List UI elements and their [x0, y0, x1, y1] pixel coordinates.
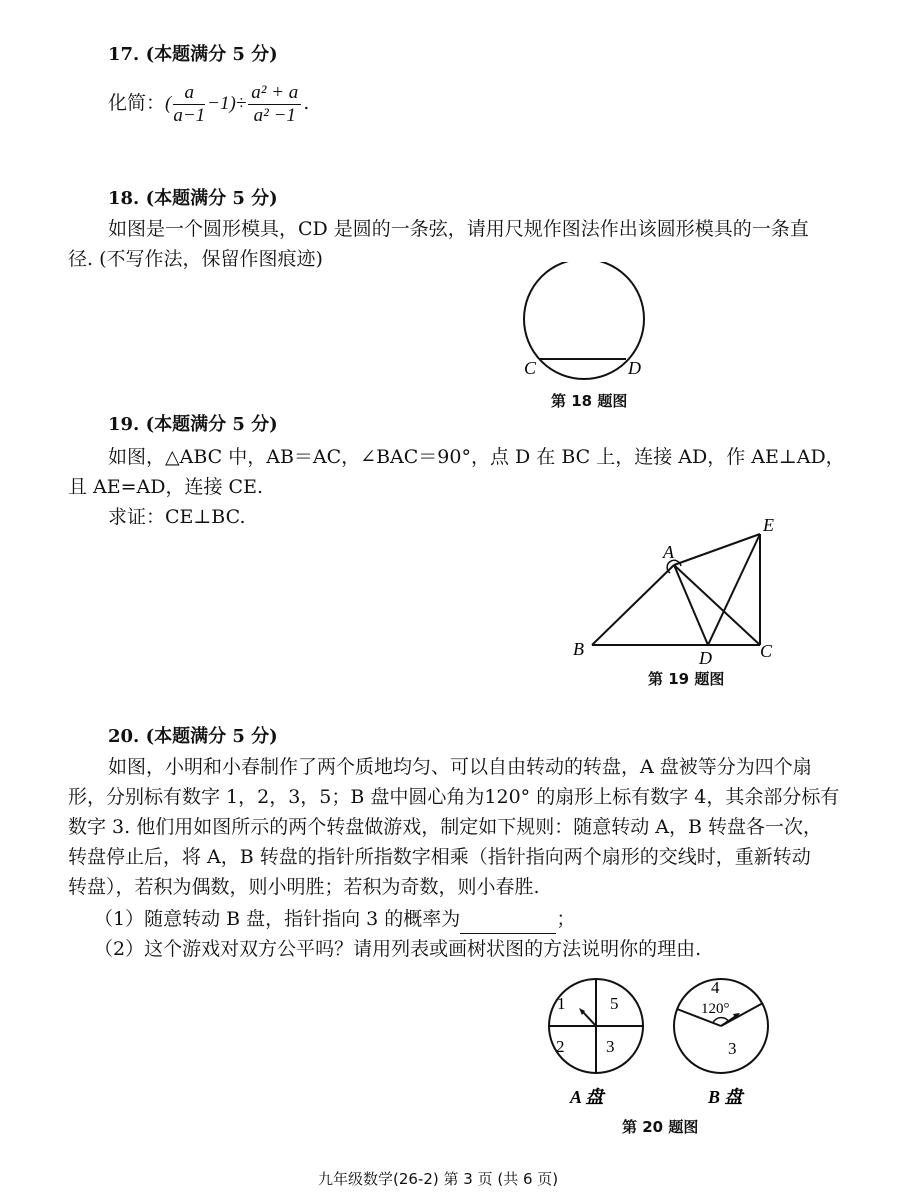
- q18-label-c: C: [524, 358, 537, 378]
- spinner-b-number-3: 3: [728, 1039, 737, 1058]
- q17-frac1-denominator: a−1: [173, 104, 206, 126]
- q20-caption: 第 20 题图: [622, 1118, 699, 1136]
- q17-header: 17. (本题满分 5 分): [108, 44, 278, 65]
- spinner-a-label: A 盘: [570, 1087, 604, 1107]
- q20-spinner-a: [522, 968, 662, 1108]
- q19-label-b: B: [573, 639, 584, 659]
- q17-frac1-numerator: a: [173, 82, 205, 105]
- page-footer: 九年级数学(26-2) 第 3 页 (共 6 页): [318, 1170, 559, 1188]
- spinner-a-pointer: [583, 1012, 596, 1026]
- q19-line1: 如图，△ABC 中，AB＝AC，∠BAC＝90°，点 D 在 BC 上，连接 AD，作 AE⊥AD，: [108, 446, 845, 468]
- spinner-a-number-3: 3: [606, 1037, 615, 1056]
- q19-segment-ac: [674, 565, 760, 645]
- q17-end: .: [303, 92, 310, 114]
- q20-answer-blank: [460, 913, 556, 934]
- q20-header: 20. (本题满分 5 分): [108, 726, 278, 747]
- q19-line3: 求证：CE⊥BC.: [108, 506, 246, 528]
- q19-line2: 且 AE=AD，连接 CE.: [68, 476, 263, 498]
- q20-part1: [94, 904, 575, 934]
- spinner-a-number-2: 2: [556, 1037, 565, 1056]
- spinner-a-number-5: 5: [610, 994, 619, 1013]
- q17-open-paren: (: [165, 93, 172, 114]
- q20-line3: 数字 3. 他们用如图所示的两个转盘做游戏，制定如下规则：随意转动 A，B 转盘各一次，: [68, 816, 822, 838]
- q17-prefix: 化简：: [108, 92, 166, 114]
- q19-header: 19. (本题满分 5 分): [108, 414, 278, 435]
- q18-line2: 径. (不写作法，保留作图痕迹): [68, 248, 323, 270]
- q18-caption: 第 18 题图: [551, 392, 628, 410]
- spinner-b-number-4: 4: [711, 978, 720, 997]
- q19-caption: 第 19 题图: [648, 670, 725, 688]
- q19-triangle-figure: [560, 510, 790, 670]
- q19-segment-ab: [592, 565, 674, 645]
- q18-circle: [524, 262, 644, 379]
- q20-part2: （2）这个游戏对双方公平吗？请用列表或画树状图的方法说明你的理由.: [94, 938, 702, 960]
- spinner-b-label: B 盘: [708, 1087, 743, 1107]
- q19-label-d: D: [699, 648, 712, 668]
- q20-part1-end: ；: [556, 908, 576, 930]
- q17-frac2-numerator: a² + a: [248, 82, 301, 105]
- q20-line5: 转盘），若积为偶数，则小明胜；若积为奇数，则小春胜.: [68, 876, 540, 898]
- q20-line4: 转盘停止后，将 A，B 转盘的指针所指数字相乘（指针指向两个扇形的交线时，重新转动: [68, 846, 811, 868]
- q20-line2: 形，分别标有数字 1，2，3，5；B 盘中圆心角为120° 的扇形上标有数字 4，其余部分标有: [68, 786, 840, 808]
- q17-minus-one: −1)÷: [207, 93, 247, 114]
- q17-expression: [108, 80, 309, 127]
- q18-header: 18. (本题满分 5 分): [108, 188, 278, 209]
- q17-frac2-denominator: a² −1: [253, 104, 296, 126]
- q19-label-a: A: [663, 542, 674, 562]
- q18-circle-figure: [500, 262, 670, 392]
- spinner-a-number-1: 1: [557, 994, 566, 1013]
- q20-line1: 如图，小明和小春制作了两个质地均匀、可以自由转动的转盘，A 盘被等分为四个扇: [108, 756, 812, 778]
- q18-label-d: D: [628, 358, 641, 378]
- q17-fraction-1: [173, 82, 205, 127]
- q19-label-c: C: [760, 641, 773, 661]
- q17-fraction-2: [248, 82, 301, 127]
- q20-part1-text: （1）随意转动 B 盘，指针指向 3 的概率为: [94, 908, 461, 930]
- q18-line1: 如图是一个圆形模具，CD 是圆的一条弦，请用尺规作图法作出该圆形模具的一条直: [108, 218, 809, 240]
- q19-segment-ad: [674, 565, 708, 645]
- spinner-b-angle-label: 120°: [701, 1001, 730, 1017]
- q19-label-e: E: [763, 515, 774, 535]
- q20-spinner-b: [660, 968, 790, 1108]
